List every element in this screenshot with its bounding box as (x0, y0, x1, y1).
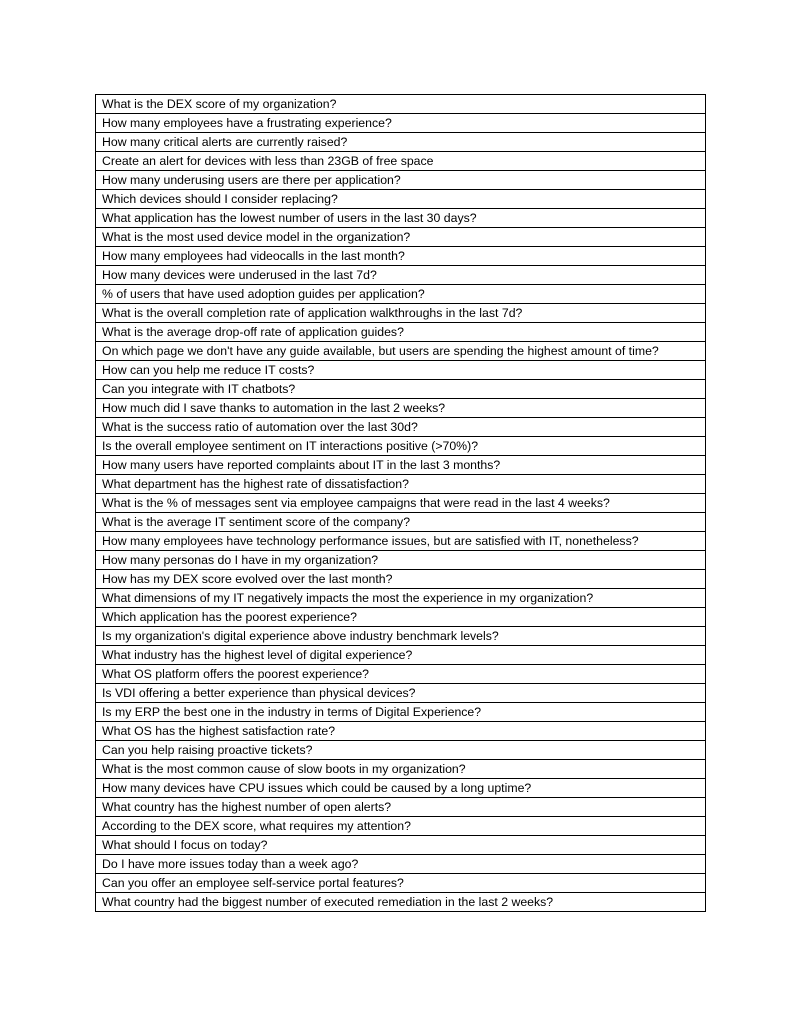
table-row (96, 684, 706, 703)
question-cell: Can you offer an employee self-service portal features? (96, 874, 706, 893)
table-row (96, 418, 706, 437)
table-row (96, 494, 706, 513)
question-cell: How many underusing users are there per application? (96, 171, 706, 190)
table-row (96, 399, 706, 418)
question-cell: What country has the highest number of open alerts? (96, 798, 706, 817)
table-row (96, 874, 706, 893)
question-cell: Is my organization's digital experience above industry benchmark levels? (96, 627, 706, 646)
table-row (96, 323, 706, 342)
table-row (96, 171, 706, 190)
questions-table-body (96, 95, 706, 912)
question-cell: What is the % of messages sent via employee campaigns that were read in the last 4 weeks? (96, 494, 706, 513)
table-row (96, 304, 706, 323)
table-row (96, 703, 706, 722)
question-cell: What OS has the highest satisfaction rate? (96, 722, 706, 741)
question-cell: What is the most common cause of slow boots in my organization? (96, 760, 706, 779)
question-cell: What is the most used device model in the organization? (96, 228, 706, 247)
question-cell: How many employees have a frustrating experience? (96, 114, 706, 133)
question-cell: Is my ERP the best one in the industry in terms of Digital Experience? (96, 703, 706, 722)
table-row (96, 608, 706, 627)
table-row (96, 893, 706, 912)
question-cell: How many devices have CPU issues which could be caused by a long uptime? (96, 779, 706, 798)
question-cell: How has my DEX score evolved over the last month? (96, 570, 706, 589)
table-row (96, 855, 706, 874)
table-row (96, 475, 706, 494)
question-cell: Which application has the poorest experience? (96, 608, 706, 627)
question-cell: What is the average drop-off rate of application guides? (96, 323, 706, 342)
table-row (96, 627, 706, 646)
table-row (96, 779, 706, 798)
table-row (96, 133, 706, 152)
table-row (96, 570, 706, 589)
table-row (96, 114, 706, 133)
table-row (96, 190, 706, 209)
question-cell: How many critical alerts are currently raised? (96, 133, 706, 152)
question-cell: Which devices should I consider replacing? (96, 190, 706, 209)
question-cell: How many users have reported complaints about IT in the last 3 months? (96, 456, 706, 475)
question-cell: What dimensions of my IT negatively impacts the most the experience in my organization? (96, 589, 706, 608)
question-cell: How can you help me reduce IT costs? (96, 361, 706, 380)
question-cell: What is the overall completion rate of application walkthroughs in the last 7d? (96, 304, 706, 323)
table-row (96, 209, 706, 228)
table-row (96, 285, 706, 304)
question-cell: What department has the highest rate of dissatisfaction? (96, 475, 706, 494)
table-row (96, 380, 706, 399)
table-row (96, 665, 706, 684)
question-cell: What country had the biggest number of executed remediation in the last 2 weeks? (96, 893, 706, 912)
question-cell: What application has the lowest number of users in the last 30 days? (96, 209, 706, 228)
question-cell: On which page we don't have any guide available, but users are spending the highest amount of time? (96, 342, 706, 361)
table-row (96, 513, 706, 532)
questions-table (95, 94, 706, 912)
question-cell: What should I focus on today? (96, 836, 706, 855)
question-cell: What is the DEX score of my organization? (96, 95, 706, 114)
table-row (96, 152, 706, 171)
question-cell: % of users that have used adoption guides per application? (96, 285, 706, 304)
question-cell: Do I have more issues today than a week ago? (96, 855, 706, 874)
question-cell: What is the average IT sentiment score of the company? (96, 513, 706, 532)
question-cell: Is the overall employee sentiment on IT interactions positive (>70%)? (96, 437, 706, 456)
table-row (96, 589, 706, 608)
table-row (96, 456, 706, 475)
table-row (96, 836, 706, 855)
table-row (96, 228, 706, 247)
table-row (96, 342, 706, 361)
table-row (96, 437, 706, 456)
table-row (96, 266, 706, 285)
question-cell: Is VDI offering a better experience than physical devices? (96, 684, 706, 703)
table-row (96, 361, 706, 380)
question-cell: Can you help raising proactive tickets? (96, 741, 706, 760)
question-cell: How many devices were underused in the last 7d? (96, 266, 706, 285)
table-row (96, 760, 706, 779)
table-row (96, 646, 706, 665)
question-cell: How many employees had videocalls in the last month? (96, 247, 706, 266)
question-cell: How many employees have technology performance issues, but are satisfied with IT, nonetheless? (96, 532, 706, 551)
question-cell: What is the success ratio of automation over the last 30d? (96, 418, 706, 437)
table-row (96, 95, 706, 114)
table-row (96, 798, 706, 817)
question-cell: What OS platform offers the poorest experience? (96, 665, 706, 684)
question-cell: How many personas do I have in my organization? (96, 551, 706, 570)
table-row (96, 532, 706, 551)
question-cell: According to the DEX score, what requires my attention? (96, 817, 706, 836)
question-cell: How much did I save thanks to automation in the last 2 weeks? (96, 399, 706, 418)
table-row (96, 817, 706, 836)
table-row (96, 247, 706, 266)
question-cell: Can you integrate with IT chatbots? (96, 380, 706, 399)
table-row (96, 551, 706, 570)
table-row (96, 741, 706, 760)
question-cell: What industry has the highest level of digital experience? (96, 646, 706, 665)
table-row (96, 722, 706, 741)
question-cell: Create an alert for devices with less than 23GB of free space (96, 152, 706, 171)
